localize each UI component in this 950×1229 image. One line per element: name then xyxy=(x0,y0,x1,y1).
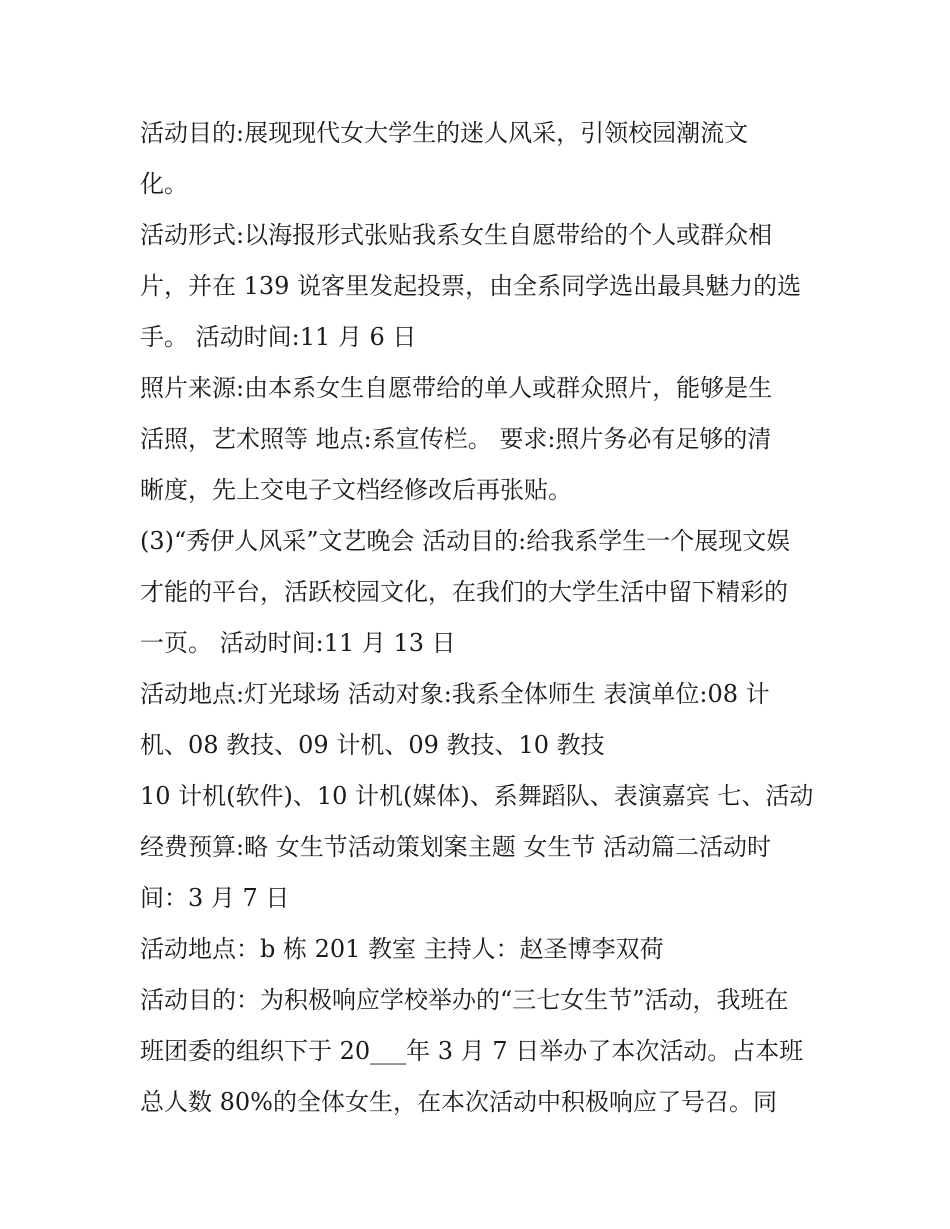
document-body xyxy=(140,108,830,1128)
text-line-9: (3)“秀伊人风采”文艺晚会 活动目的:给我系学生一个展现文娱 xyxy=(140,527,791,555)
text-line-10: 才能的平台，活跃校园文化，在我们的大学生活中留下精彩的 xyxy=(140,578,788,606)
text-line-16: 间：3 月 7 日 xyxy=(140,884,290,912)
text-line-11: 一页。 活动时间:11 月 13 日 xyxy=(140,629,456,657)
text-line-6: 照片来源:由本系女生自愿带给的单人或群众照片，能够是生 xyxy=(140,374,773,402)
text-line-14: 10 计机(软件)、10 计机(媒体)、系舞蹈队、表演嘉宾 七、活动 xyxy=(140,782,814,810)
text-line-17: 活动地点：b 栋 201 教室 主持人：赵圣博李双荷 xyxy=(140,935,664,963)
text-line-12: 活动地点:灯光球场 活动对象:我系全体师生 表演单位:08 计 xyxy=(140,680,770,708)
text-line-2: 化。 xyxy=(140,170,188,198)
text-line-13: 机、08 教技、09 计机、09 教技、10 教技 xyxy=(140,731,605,759)
text-line-8: 晰度，先上交电子文档经修改后再张贴。 xyxy=(140,476,572,504)
text-line-18: 活动目的：为积极响应学校举办的“三七女生节”活动，我班在 xyxy=(140,986,789,1014)
text-line-7: 活照，艺术照等 地点:系宣传栏。 要求:照片务必有足够的清 xyxy=(140,425,772,453)
text-line-5: 手。 活动时间:11 月 6 日 xyxy=(140,323,417,351)
text-line-20: 总人数 80%的全体女生，在本次活动中积极响应了号召。同 xyxy=(140,1088,777,1116)
text-line-4: 片，并在 139 说客里发起投票，由全系同学选出最具魅力的选 xyxy=(140,272,802,300)
text-line-15: 经费预算:略 女生节活动策划案主题 女生节 活动篇二活动时 xyxy=(140,833,771,861)
text-line-19: 班团委的组织下于 20___年 3 月 7 日举办了本次活动。占本班 xyxy=(140,1037,804,1065)
text-line-1: 活动目的:展现现代女大学生的迷人风采，引领校园潮流文 xyxy=(140,119,749,147)
text-line-3: 活动形式:以海报形式张贴我系女生自愿带给的个人或群众相 xyxy=(140,221,773,249)
